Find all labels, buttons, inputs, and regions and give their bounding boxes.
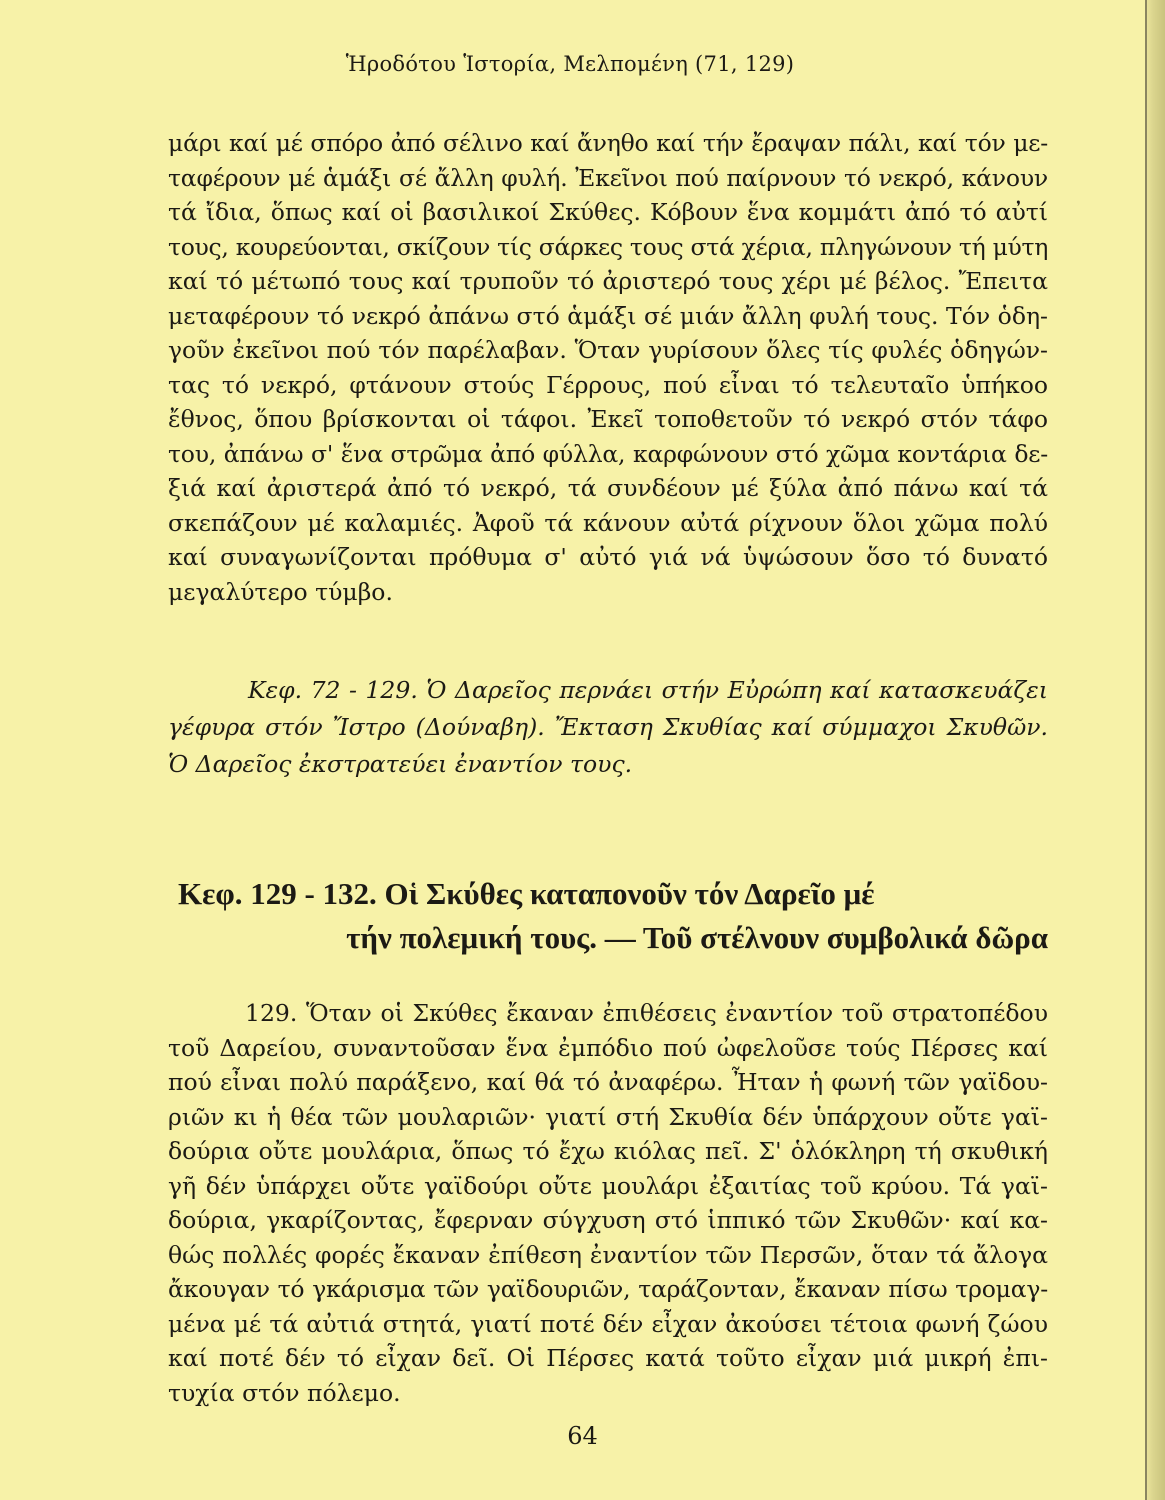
- summary-line: γέφυρα στόν Ἴστρο (Δούναβη). Ἔκταση Σκυθίας καί σύμμαχοι Σκυθῶν.: [168, 713, 1048, 741]
- text-line: μένα μέ τά αὐτιά στητά, γιατί ποτέ δέν εἶχαν ἀκούσει τέτοια φωνή ζώου: [168, 1309, 1048, 1338]
- text-line: τά ἴδια, ὅπως καί οἱ βασιλικοί Σκύθες. Κόβουν ἕνα κομμάτι ἀπό τό αὐτί: [168, 198, 1048, 226]
- text-line: σκεπάζουν μέ καλαμιές. Ἀφοῦ τά κάνουν αὐτά ρίχνουν ὅλοι χῶμα πολύ: [168, 508, 1048, 537]
- text-line: ἔθνος, ὅπου βρίσκονται οἱ τάφοι. Ἐκεῖ τοποθετοῦν τό νεκρό στόν τάφο: [168, 405, 1048, 433]
- heading-line: Κεφ. 129 - 132. Οἱ Σκύθες καταπονοῦν τόν Δαρεῖο μέ: [178, 876, 875, 911]
- text-line: γοῦν ἐκεῖνοι πού τόν παρέλαβαν. Ὅταν γυρίσουν ὅλες τίς φυλές ὁδηγών-: [168, 336, 1048, 364]
- summary-line: Ὁ Δαρεῖος ἐκστρατεύει ἐναντίον τους.: [168, 750, 633, 778]
- page-edge: [1145, 0, 1165, 1500]
- paragraph-129: [168, 996, 1048, 1410]
- text-line: ριῶν κι ἡ θέα τῶν μουλαριῶν· γιατί στή Σκυθία δέν ὑπάρχουν οὔτε γαϊ-: [168, 1102, 1048, 1131]
- text-line: καί τό μέτωπό τους καί τρυποῦν τό ἀριστερό τους χέρι μέ βέλος. Ἔπειτα: [168, 267, 1048, 295]
- running-header: Ἡροδότου Ἱστορία, Μελπομένη (71, 129): [345, 52, 795, 76]
- summary-line: Κεφ. 72 - 129. Ὁ Δαρεῖος περνάει στήν Εὐρώπη καί κατασκευάζει: [248, 676, 1048, 704]
- text-line: μάρι καί μέ σπόρο ἀπό σέλινο καί ἄνηθο καί τήν ἔραψαν πάλι, καί τόν με-: [168, 129, 1048, 157]
- text-line: τας τό νεκρό, φτάνουν στούς Γέρρους, πού εἶναι τό τελευταῖο ὑπήκοο: [168, 370, 1048, 399]
- section-heading: [178, 872, 1048, 960]
- text-line: μεγαλύτερο τύμβο.: [168, 577, 393, 606]
- text-line: του, ἀπάνω σ' ἕνα στρῶμα ἀπό φύλλα, καρφώνουν στό χῶμα κοντάρια δε-: [168, 439, 1048, 468]
- text-line: 129. Ὅταν οἱ Σκύθες ἔκαναν ἐπιθέσεις ἐναντίον τοῦ στρατοπέδου: [245, 999, 1048, 1027]
- heading-line: τήν πολεμική τους. — Τοῦ στέλνουν συμβολικά δῶρα: [346, 920, 1048, 955]
- paragraph-continued: [168, 126, 1048, 609]
- text-line: πού εἶναι πολύ παράξενο, καί θά τό ἀναφέρω. Ἦταν ἡ φωνή τῶν γαϊδου-: [168, 1068, 1048, 1096]
- text-line: ἄκουγαν τό γκάρισμα τῶν γαϊδουριῶν, ταράζονταν, ἔκαναν πίσω τρομαγ-: [168, 1275, 1048, 1303]
- text-line: τους, κουρεύονται, σκίζουν τίς σάρκες τους στά χέρια, πληγώνουν τή μύτη: [168, 232, 1049, 261]
- chapter-summary: [168, 672, 1048, 783]
- text-line: ταφέρουν μέ ἁμάξι σέ ἄλλη φυλή. Ἐκεῖνοι πού παίρνουν τό νεκρό, κάνουν: [168, 163, 1048, 192]
- text-line: τυχία στόν πόλεμο.: [168, 1378, 401, 1407]
- text-line: τοῦ Δαρείου, συναντοῦσαν ἕνα ἐμπόδιο πού ὠφελοῦσε τούς Πέρσες καί: [168, 1033, 1048, 1062]
- text-line: καί συναγωνίζονται πρόθυμα σ' αὐτό γιά νά ὑψώσουν ὅσο τό δυνατό: [168, 543, 1048, 571]
- text-line: μεταφέρουν τό νεκρό ἀπάνω στό ἁμάξι σέ μιάν ἄλλη φυλή τους. Τόν ὁδη-: [168, 301, 1048, 330]
- page-number: 64: [567, 1422, 598, 1450]
- text-line: δούρια, γκαρίζοντας, ἔφερναν σύγχυση στό ἱππικό τῶν Σκυθῶν· καί κα-: [168, 1206, 1048, 1234]
- text-line: ξιά καί ἀριστερά ἀπό τό νεκρό, τά συνδέουν μέ ξύλα ἀπό πάνω καί τά: [168, 474, 1048, 502]
- text-line: καί ποτέ δέν τό εἶχαν δεῖ. Οἱ Πέρσες κατά τοῦτο εἶχαν μιά μικρή ἐπι-: [168, 1344, 1048, 1372]
- text-line: γῆ δέν ὑπάρχει οὔτε γαϊδούρι οὔτε μουλάρι ἐξαιτίας τοῦ κρύου. Τά γαϊ-: [168, 1171, 1048, 1200]
- text-line: δούρια οὔτε μουλάρια, ὅπως τό ἔχω κιόλας πεῖ. Σ' ὁλόκληρη τή σκυθική: [168, 1137, 1048, 1165]
- text-line: θώς πολλές φορές ἔκαναν ἐπίθεση ἐναντίον τῶν Περσῶν, ὅταν τά ἄλογα: [168, 1240, 1048, 1269]
